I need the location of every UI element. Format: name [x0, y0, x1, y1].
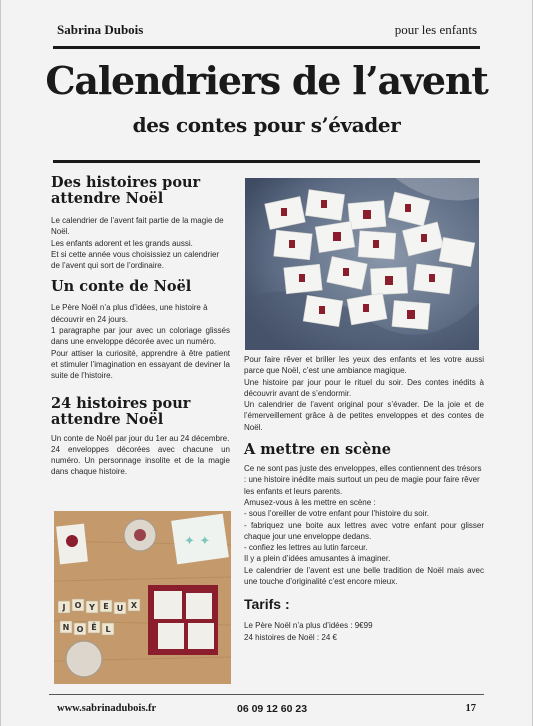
page-number: 17 [465, 703, 476, 714]
section-text: 24 enveloppes décorées avec chacune un numéro. Un personnage insolite et de la magie dans chaque histoire. [51, 444, 230, 477]
letter-tile-text: O [74, 601, 82, 610]
letter-tile-text: O [76, 625, 84, 634]
letter-tile-text: Ë [91, 623, 97, 632]
audience-label: pour les enfants [394, 22, 477, 37]
section-text: Le calendrier de l’avent fait partie de la magie de Noël. [51, 216, 224, 237]
letter-tile-text: N [62, 623, 70, 632]
page-subtitle: des contes pour s’évader [132, 113, 401, 137]
author-name: Sabrina Dubois [57, 22, 144, 37]
section-title-conte: Un conte de Noël [51, 278, 192, 296]
section-text: Il y a plein d’idées amusantes à imaginer. [244, 554, 391, 564]
page-title: Calendriers de l’avent [45, 58, 488, 103]
letter-tile-text: E [103, 602, 109, 611]
svg-text:✦ ✦: ✦ ✦ [184, 534, 211, 549]
photo-caption: Pour faire rêver et briller les yeux des enfants et les votre aussi parce que Noël, c’est une ambiance magique. [244, 355, 484, 376]
section-text: - confiez les lettres au lutin farceur. [244, 543, 368, 553]
title-rule [53, 160, 480, 163]
section-title-mettre-en-scene: A mettre en scène [244, 441, 391, 459]
flatlay-photo [54, 511, 231, 684]
envelopes-illustration [245, 178, 479, 350]
section-text: 1 paragraphe par jour avec un coloriage glissés dans une enveloppe décorée avec un numéro. [51, 326, 230, 347]
letter-tile-text: X [130, 601, 138, 610]
section-text: Amusez-vous à les mettre en scène : [244, 497, 376, 507]
section-title-24-histoires: 24 histoires pour attendre Noël [51, 394, 191, 428]
section-text: Un conte de Noël par jour du 1er au 24 décembre. [51, 433, 230, 443]
tarif-line: Le Père Noël n’a plus d’idées : 9€99 [244, 621, 373, 631]
section-text: Les enfants adorent et les grands aussi. [51, 238, 193, 248]
section-text: Le calendrier de l’avent est une belle tradition de Noël mais avec une touche d’originalité c’est encore mieux. [244, 565, 484, 587]
flatlay-illustration [54, 511, 231, 684]
section-text: Et si cette année vous choisissiez un calendrier de l’avent qui sort de l’ordinaire. [51, 249, 220, 271]
section-title-histoires: Des histoires pour attendre Noël [51, 174, 201, 207]
footer-phone: 06 09 12 60 23 [237, 703, 308, 715]
letter-tile-text: U [116, 604, 124, 613]
right-column [244, 354, 484, 643]
footer-website[interactable]: www.sabrinadubois.fr [57, 703, 157, 714]
envelopes-photo [245, 178, 479, 350]
section-text: Le Père Noël n’a plus d’idées, une histoire à découvrir en 24 jours. [51, 303, 208, 324]
footer-rule [49, 694, 484, 695]
section-text: - fabriquez une boite aux lettres avec votre enfant pour glisser chaque jour une enveloppe dedans. [244, 520, 484, 541]
header-rule [53, 46, 480, 49]
tarifs-title: Tarifs : [244, 596, 290, 613]
section-text: Ce ne sont pas juste des enveloppes, elles contiennent des trésors : une histoire inédite mais surtout un peu de magie pour faire rêver les enfants et leurs parents. [244, 464, 482, 496]
photo-caption: Un calendrier de l’avent original pour s’évader. De la joie et de l’émerveillement grâce à de petites enveloppes et des contes de Noël. [244, 400, 484, 432]
letter-tile-text: L [105, 625, 111, 634]
photo-caption: Une histoire par jour pour le rituel du soir. Des contes inédits à découvrir avant de s’endormir. [244, 377, 484, 398]
letter-tile-text: Y [89, 603, 95, 612]
tarif-line: 24 histoires de Noël : 24 € [244, 632, 337, 642]
section-text: Pour attiser la curiosité, apprendre à être patient et stimuler l’imagination en essayant de deviner la suite de l’histoire. [51, 348, 230, 381]
letter-tile-text: J [62, 603, 66, 612]
left-column [51, 175, 230, 478]
section-text: - sous l’oreiller de votre enfant pour l’histoire du soir. [244, 509, 429, 519]
